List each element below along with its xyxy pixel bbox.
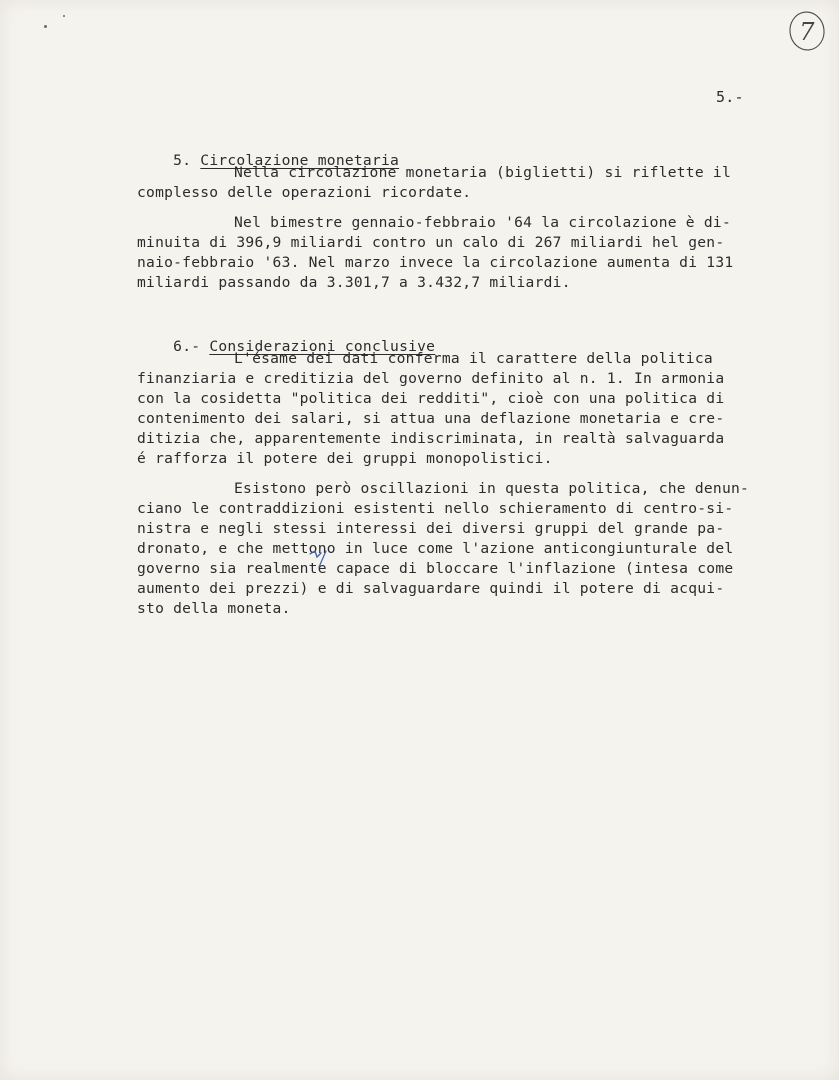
section-6-line: Esistono però oscillazioni in questa politica, che denun-: [234, 480, 750, 497]
section-6-line: nistra e negli stessi interessi dei diversi gruppi del grande pa-: [137, 520, 725, 537]
archive-number: 7: [799, 18, 815, 46]
margin-speck: [63, 15, 65, 17]
section-6-line: ciano le contraddizioni esistenti nello schieramento di centro-si-: [137, 500, 734, 517]
section-6-line: governo sia realmente capace di bloccare l'inflazione (intesa come: [137, 560, 734, 577]
section-5-line: complesso delle operazioni ricordate.: [137, 184, 472, 201]
page-number: 5.-: [716, 88, 744, 106]
section-5-line: Nel bimestre gennaio-febbraio '64 la circolazione è di-: [234, 214, 731, 231]
section-5-line: Nella circolazione monetaria (biglietti) si riflette il: [234, 164, 731, 181]
section-6-line: dronato, e che mettono in luce come l'azione anticongiunturale del: [137, 540, 734, 557]
section-5-line: naio-febbraio '63. Nel marzo invece la circolazione aumenta di 131: [137, 254, 734, 271]
section-6-line: ditizia che, apparentemente indiscriminata, in realtà salvaguarda: [137, 430, 725, 447]
section-6-number: 6.-: [173, 338, 201, 355]
section-6-line: sto della moneta.: [137, 600, 291, 617]
section-6-line: con la cosidetta "politica dei redditi", cioè con una politica di: [137, 390, 725, 407]
section-6-line: contenimento dei salari, si attua una deflazione monetaria e cre-: [137, 410, 725, 427]
section-6-line: L'ésame dei dati conferma il carattere della politica: [234, 350, 713, 367]
section-5-line: miliardi passando da 3.301,7 a 3.432,7 miliardi.: [137, 274, 571, 291]
section-5-line: minuita di 396,9 miliardi contro un calo di 267 miliardi hel gen-: [137, 234, 725, 251]
section-5-number: 5.: [173, 152, 192, 169]
archive-number-circle: [788, 9, 826, 53]
handwritten-insertion-mark-icon: [306, 548, 336, 568]
section-6-title: Considerazioni conclusive: [209, 338, 436, 355]
section-6-line: é rafforza il potere dei gruppi monopolistici.: [137, 450, 553, 467]
section-6-line: aumento dei prezzi) e di salvaguardare quindi il potere di acqui-: [137, 580, 725, 597]
section-6-line: finanziaria e creditizia del governo definito al n. 1. In armonia: [137, 370, 725, 387]
margin-speck: [44, 25, 47, 28]
section-5-title: Circolazione monetaria: [200, 152, 400, 169]
